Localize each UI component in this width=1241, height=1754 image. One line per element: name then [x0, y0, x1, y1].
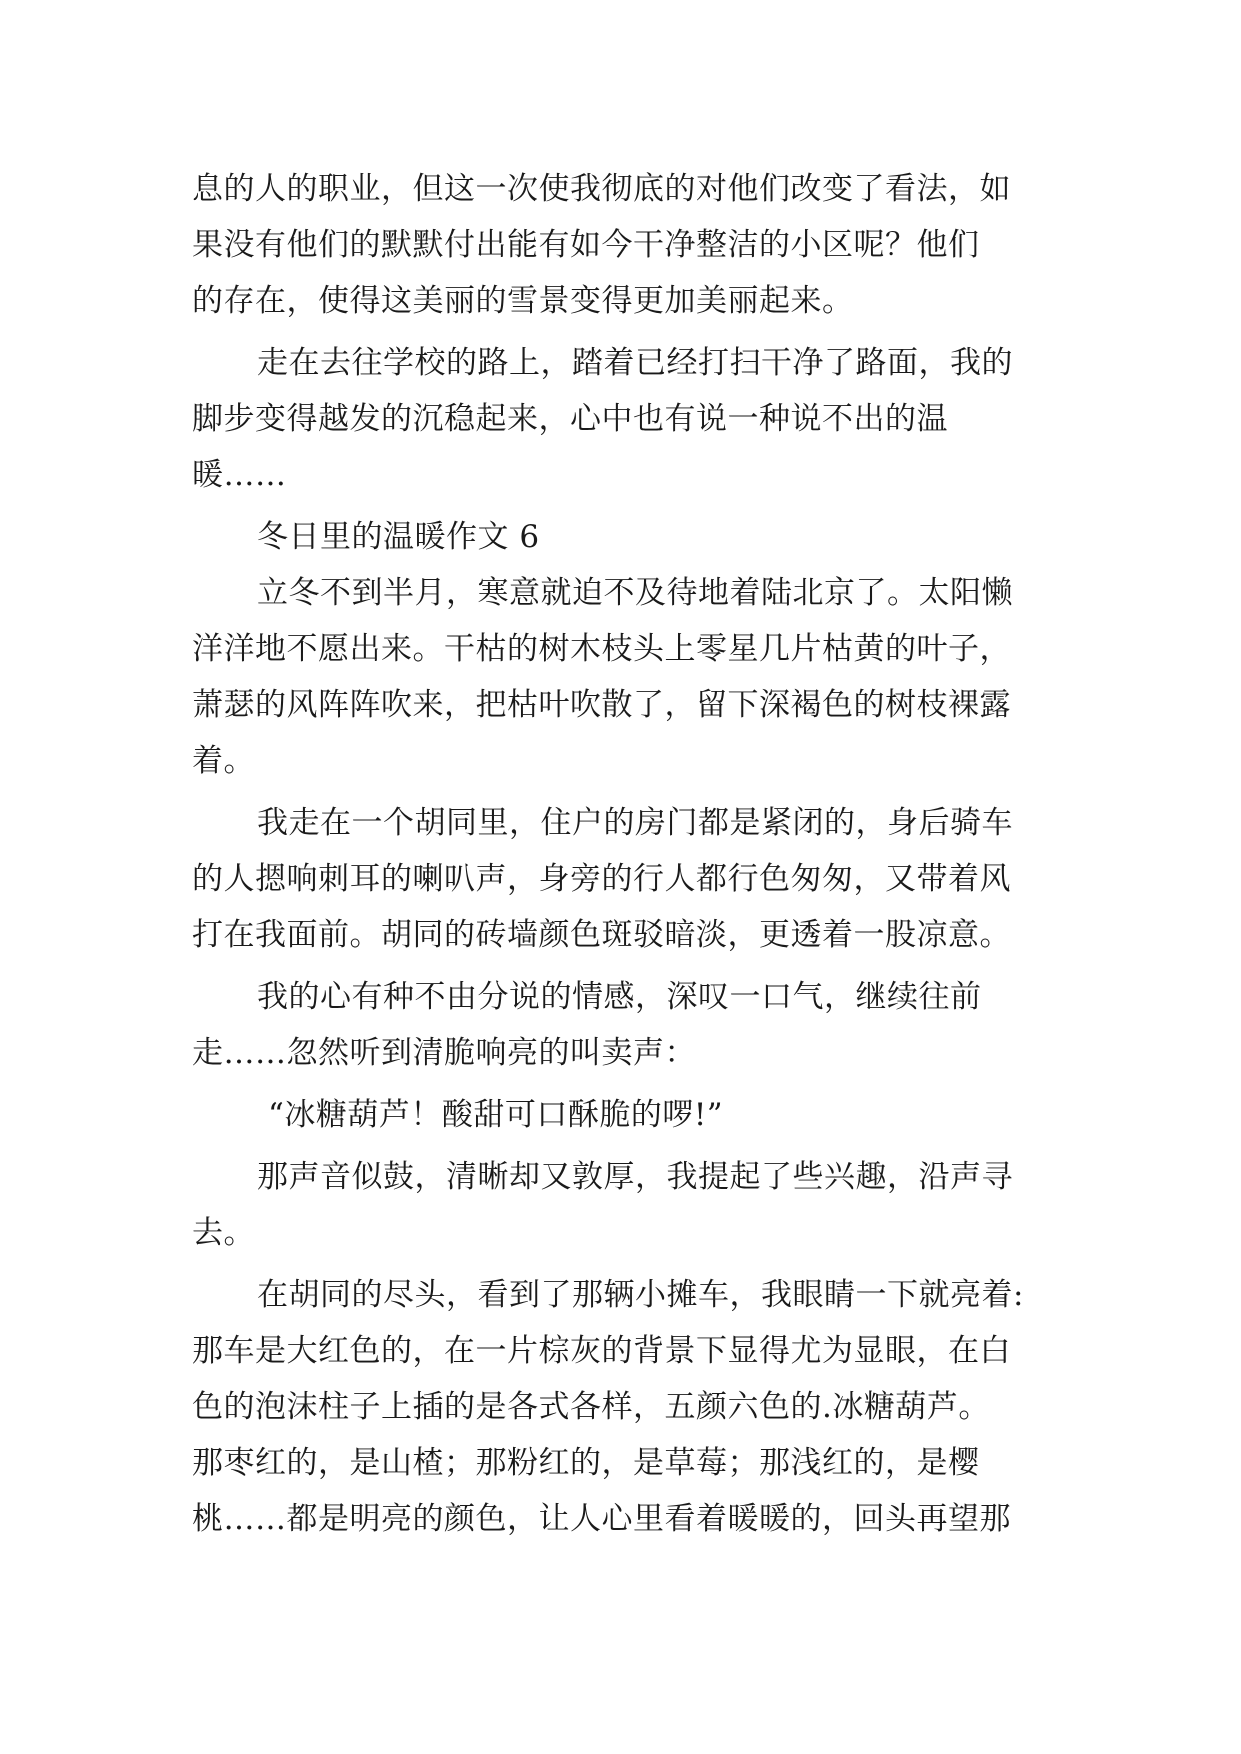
text-line: 那枣红的，是山楂；那粉红的，是草莓；那浅红的，是樱 [192, 1445, 980, 1481]
text-line: 我的心有种不由分说的情感，深叹一口气，继续往前 [257, 979, 982, 1015]
text-line: 果没有他们的默默付出能有如今干净整洁的小区呢？他们 [192, 227, 980, 263]
text-line: 的存在，使得这美丽的雪景变得更加美丽起来。 [192, 283, 854, 319]
text-line: 我走在一个胡同里，住户的房门都是紧闭的，身后骑车 [257, 805, 1013, 841]
text-line: 打在我面前。胡同的砖墙颜色斑驳暗淡，更透着一股凉意。 [192, 917, 1011, 953]
text-line: 走在去往学校的路上，踏着已经打扫干净了路面，我的 [257, 345, 1013, 381]
text-line: 洋洋地不愿出来。干枯的树木枝头上零星几片枯黄的叶子， [192, 631, 1011, 667]
text-line: 去。 [192, 1215, 255, 1251]
text-line: 那声音似鼓，清晰却又敦厚，我提起了些兴趣，沿声寻 [257, 1159, 1013, 1195]
text-line: 色的泡沫柱子上插的是各式各样，五颜六色的.冰糖葫芦。 [192, 1389, 990, 1425]
text-line: 脚步变得越发的沉稳起来，心中也有说一种说不出的温 [192, 401, 948, 437]
dialogue-line: “冰糖葫芦！酸甜可口酥脆的啰!” [268, 1097, 724, 1133]
text-line: 暖…… [192, 457, 287, 493]
text-line: 走……忽然听到清脆响亮的叫卖声： [192, 1035, 696, 1071]
text-line: 的人摁响刺耳的喇叭声，身旁的行人都行色匆匆，又带着风 [192, 861, 1011, 897]
text-line: 息的人的职业，但这一次使我彻底的对他们改变了看法，如 [192, 171, 1011, 207]
text-line: 在胡同的尽头，看到了那辆小摊车，我眼睛一下就亮着: [257, 1277, 1024, 1313]
text-line: 那车是大红色的，在一片棕灰的背景下显得尤为显眼，在白 [192, 1333, 1011, 1369]
section-heading: 冬日里的温暖作文 6 [257, 519, 540, 555]
text-line: 着。 [192, 743, 255, 779]
text-line: 桃……都是明亮的颜色，让人心里看着暖暖的，回头再望那 [192, 1501, 1011, 1537]
text-line: 萧瑟的风阵阵吹来，把枯叶吹散了，留下深褐色的树枝裸露 [192, 687, 1011, 723]
text-line: 立冬不到半月，寒意就迫不及待地着陆北京了。太阳懒 [257, 575, 1013, 611]
